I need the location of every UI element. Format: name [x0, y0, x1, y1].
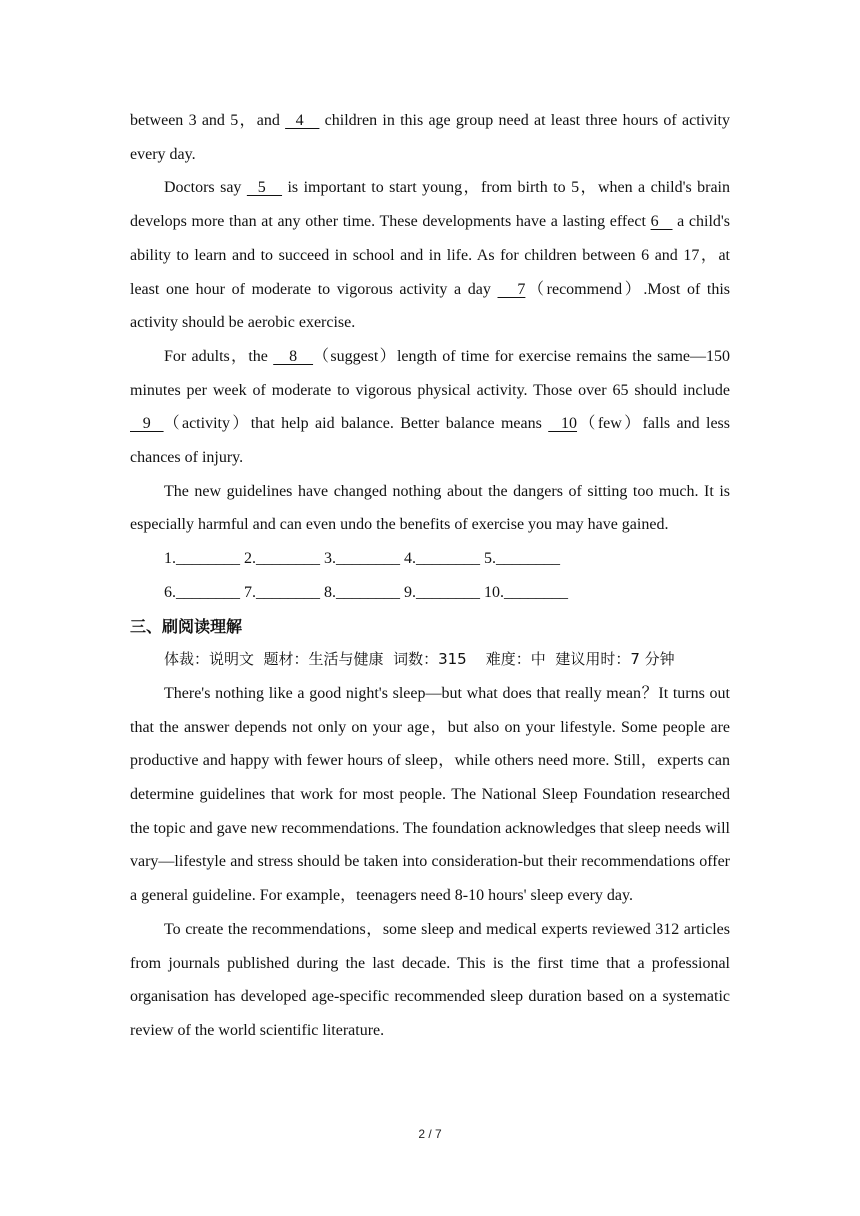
answer-row-2: 6.________ 7.________ 8.________ 9.________ 10.________: [164, 583, 568, 601]
text: （activity）that help aid balance. Better balance means: [163, 415, 549, 433]
text: is important to start young，from birth to 5，when a child's brain develops more than at any other time. These developments have a lasting effect: [130, 179, 730, 231]
blank-7: 7: [497, 280, 526, 298]
answer-row-1: 1.________ 2.________ 3.________ 4.________ 5.________: [164, 550, 560, 568]
blank-5: 5: [246, 179, 283, 197]
paragraph-2: [130, 171, 730, 340]
section-title: 三、刷阅读理解: [130, 616, 243, 636]
page-number: 2 / 7: [418, 1127, 442, 1141]
text: a child's ability to learn and to succeed in school and in life. As for children between 6 and 17，at least one hour of moderate to vigorous activity a day: [130, 213, 731, 298]
blank-4: 4: [285, 112, 320, 129]
text: （few）falls and less chances of injury.: [130, 415, 731, 467]
blank-9: 9: [130, 415, 164, 433]
text: For adults，the: [164, 347, 274, 365]
paragraph-1: [130, 104, 730, 171]
text: between 3 and 5，and: [130, 112, 286, 129]
paragraph-5: There's nothing like a good night's sleep—but what does that really mean？It turns out that the answer depends not only on your age，but also on your lifestyle. Some people are productive and happy with fewer hours of sleep，while others need more. Still，experts can determine guidelines that work for most people. The National Sleep Foundation researched the topic and gave new recommendations. The foundation acknowledges that sleep needs will vary—lifestyle and stress should be taken into consideration-but their recommendations offer a general guideline. For example，teenagers need 8-10 hours' sleep every day.: [130, 684, 730, 905]
passage-meta: 体裁：说明文 题材：生活与健康 词数：315 难度：中 建议用时：7 分钟: [164, 650, 675, 669]
blank-10: 10: [548, 415, 578, 433]
page-content: [130, 104, 730, 1048]
blank-8: 8: [273, 347, 314, 365]
text: children in this age group need at least three hours of activity every day.: [130, 112, 731, 163]
text: （recommend）.Most of this activity should be aerobic exercise.: [130, 280, 731, 332]
paragraph-3: [130, 340, 730, 475]
paragraph-6: To create the recommendations，some sleep and medical experts reviewed 312 articles from journals published during the last decade. This is the first time that a professional organisation has developed age-specific recommended sleep duration based on a systematic review of the world scientific literature.: [130, 920, 730, 1039]
blank-6: 6: [650, 213, 673, 231]
paragraph-4: The new guidelines have changed nothing about the dangers of sitting too much. It is especially harmful and can even undo the benefits of exercise you may have gained.: [130, 482, 730, 534]
text: （suggest）length of time for exercise remains the same—150 minutes per week of moderate to vigorous physical activity. Those over 65 should include: [130, 347, 730, 399]
text: Doctors say: [164, 179, 247, 197]
